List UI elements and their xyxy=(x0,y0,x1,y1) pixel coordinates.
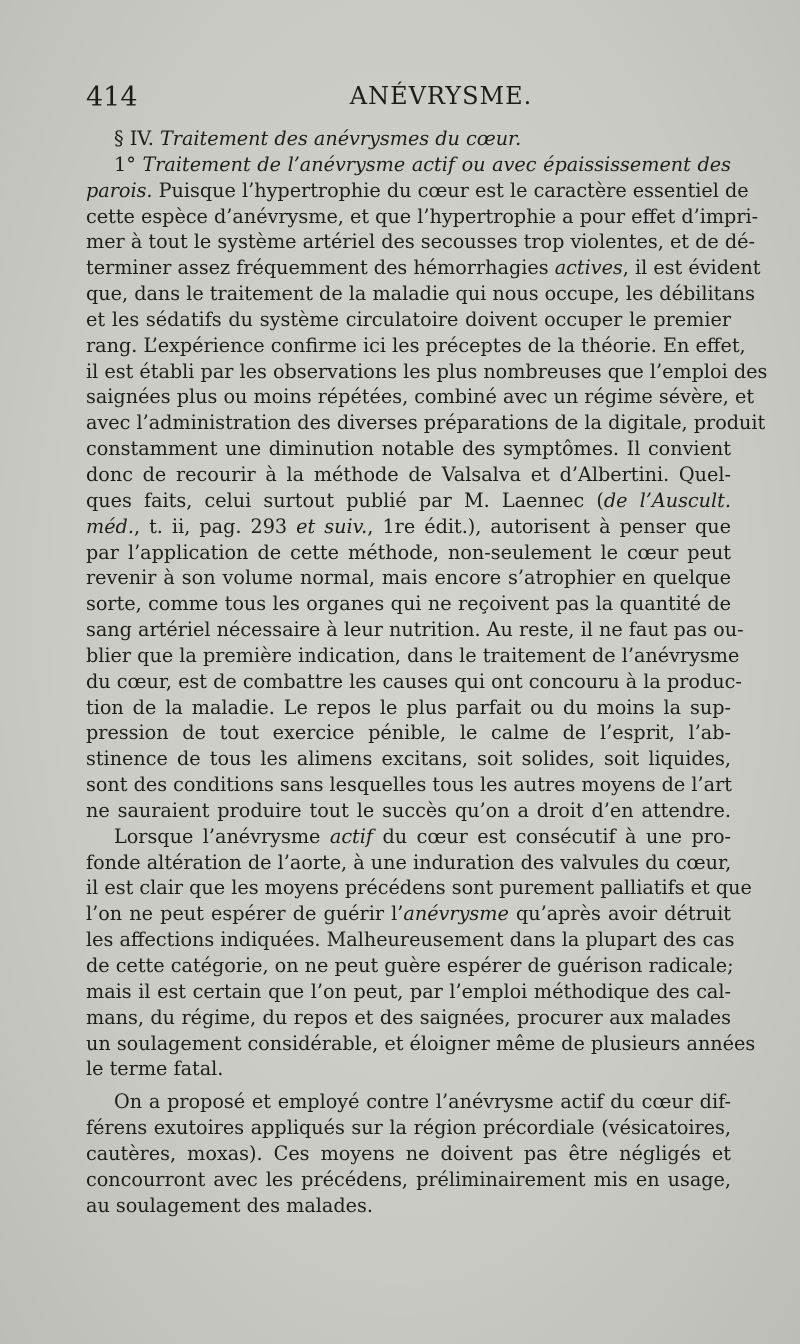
text-line: concourront avec les précédens, préliminairement mis en usage, xyxy=(86,1167,731,1191)
text-line: ques faits, celui surtout publié par M. Laennec (de l’Auscult. xyxy=(86,488,731,512)
text-line: sang artériel nécessaire à leur nutrition. Au reste, il ne faut pas ou- xyxy=(86,618,744,642)
text-line: On a proposé et employé contre l’anévrysme actif du cœur dif- xyxy=(114,1090,731,1114)
section-heading xyxy=(86,126,731,152)
text-line: saignées plus ou moins répétées, combiné avec un régime sévère, et xyxy=(86,385,755,409)
text-line: férens exutoires appliqués sur la région précordiale (vésicatoires, xyxy=(86,1116,731,1140)
text-line: parois. Puisque l’hypertrophie du cœur est le caractère essentiel de xyxy=(86,178,749,202)
text-line: l’on ne peut espérer de guérir l’anévrysme qu’après avoir détruit xyxy=(86,902,731,926)
text-line: fonde altération de l’aorte, à une induration des valvules du cœur, xyxy=(86,850,732,874)
text-line: sont des conditions sans lesquelles tous les autres moyens de l’art xyxy=(86,773,732,797)
running-title: ANÉVRYSME. xyxy=(349,82,533,110)
page-number: 414 xyxy=(86,82,138,113)
text-line: les affections indiquées. Malheureusement dans la plupart des cas xyxy=(86,928,735,952)
text-line: donc de recourir à la méthode de Valsalva et d’Albertini. Quel- xyxy=(86,462,731,486)
text-line: tion de la maladie. Le repos le plus parfait ou du moins la sup- xyxy=(86,695,731,719)
text-line: revenir à son volume normal, mais encore s’atrophier en quelque xyxy=(86,566,731,590)
text-line: de cette catégorie, on ne peut guère espérer de guérison radicale; xyxy=(86,954,734,977)
text-line: sorte, comme tous les organes qui ne reçoivent pas la quantité de xyxy=(86,592,731,616)
text-line: au soulagement des malades. xyxy=(86,1193,373,1217)
text-line: le terme fatal. xyxy=(86,1057,224,1081)
text-line: et les sédatifs du système circulatoire doivent occuper le premier xyxy=(86,307,731,331)
subsection-title-end: parois. xyxy=(86,178,153,202)
text-line: que, dans le traitement de la maladie qui nous occupe, les débilitans xyxy=(86,282,755,306)
paragraph-gap xyxy=(86,1082,731,1089)
text-line: mans, du régime, du repos et des saignées, procurer aux malades xyxy=(86,1005,731,1029)
text-line: ne sauraient produire tout le succès qu’on a droit d’en attendre. xyxy=(86,798,731,822)
page-header xyxy=(86,82,736,122)
subsection-number: 1° xyxy=(114,152,143,176)
text-line: pression de tout exercice pénible, le calme de l’esprit, l’ab- xyxy=(86,721,731,745)
text-line: constamment une diminution notable des symptômes. Il convient xyxy=(86,437,731,461)
text-line: méd., t. ii, pag. 293 et suiv., 1re édit.), autorisent à penser que xyxy=(86,514,732,538)
text-line: blier que la première indication, dans le traitement de l’anévrysme xyxy=(86,643,740,667)
subsection-heading xyxy=(86,152,731,178)
text-line: Lorsque l’anévrysme actif du cœur est consécutif à une pro- xyxy=(114,824,731,848)
section-title: Traitement des anévrysmes du cœur. xyxy=(159,127,522,150)
section-mark: § IV. xyxy=(114,127,160,150)
text-line: cette espèce d’anévrysme, et que l’hypertrophie a pour effet d’impri- xyxy=(86,204,759,228)
text-line: rang. L’expérience confirme ici les préceptes de la théorie. En effet, xyxy=(86,333,746,357)
text-line: mer à tout le système artériel des secousses trop violentes, et de dé- xyxy=(86,230,755,254)
subsection-title: Traitement de l’anévrysme actif ou avec épaississement des xyxy=(142,152,731,176)
text-line: il est établi par les observations les plus nombreuses que l’emploi des xyxy=(86,359,768,383)
text-line: par l’application de cette méthode, non-seulement le cœur peut xyxy=(86,540,731,564)
text-line: stinence de tous les alimens excitans, soit solides, soit liquides, xyxy=(86,747,731,771)
text-line: il est clair que les moyens précédens sont purement palliatifs et que xyxy=(86,876,752,900)
text-line: avec l’administration des diverses préparations de la digitale, produit xyxy=(86,411,766,435)
body-text xyxy=(86,126,768,1218)
text-line: cautères, moxas). Ces moyens ne doivent pas être négligés et xyxy=(86,1141,731,1165)
text-line: terminer assez fréquemment des hémorrhagies actives, il est évident xyxy=(86,256,761,280)
text-line: du cœur, est de combattre les causes qui ont concouru à la produc- xyxy=(86,669,742,693)
text-line: un soulagement considérable, et éloigner même de plusieurs années xyxy=(86,1031,756,1055)
text-line: mais il est certain que l’on peut, par l’emploi méthodique des cal- xyxy=(86,979,731,1003)
